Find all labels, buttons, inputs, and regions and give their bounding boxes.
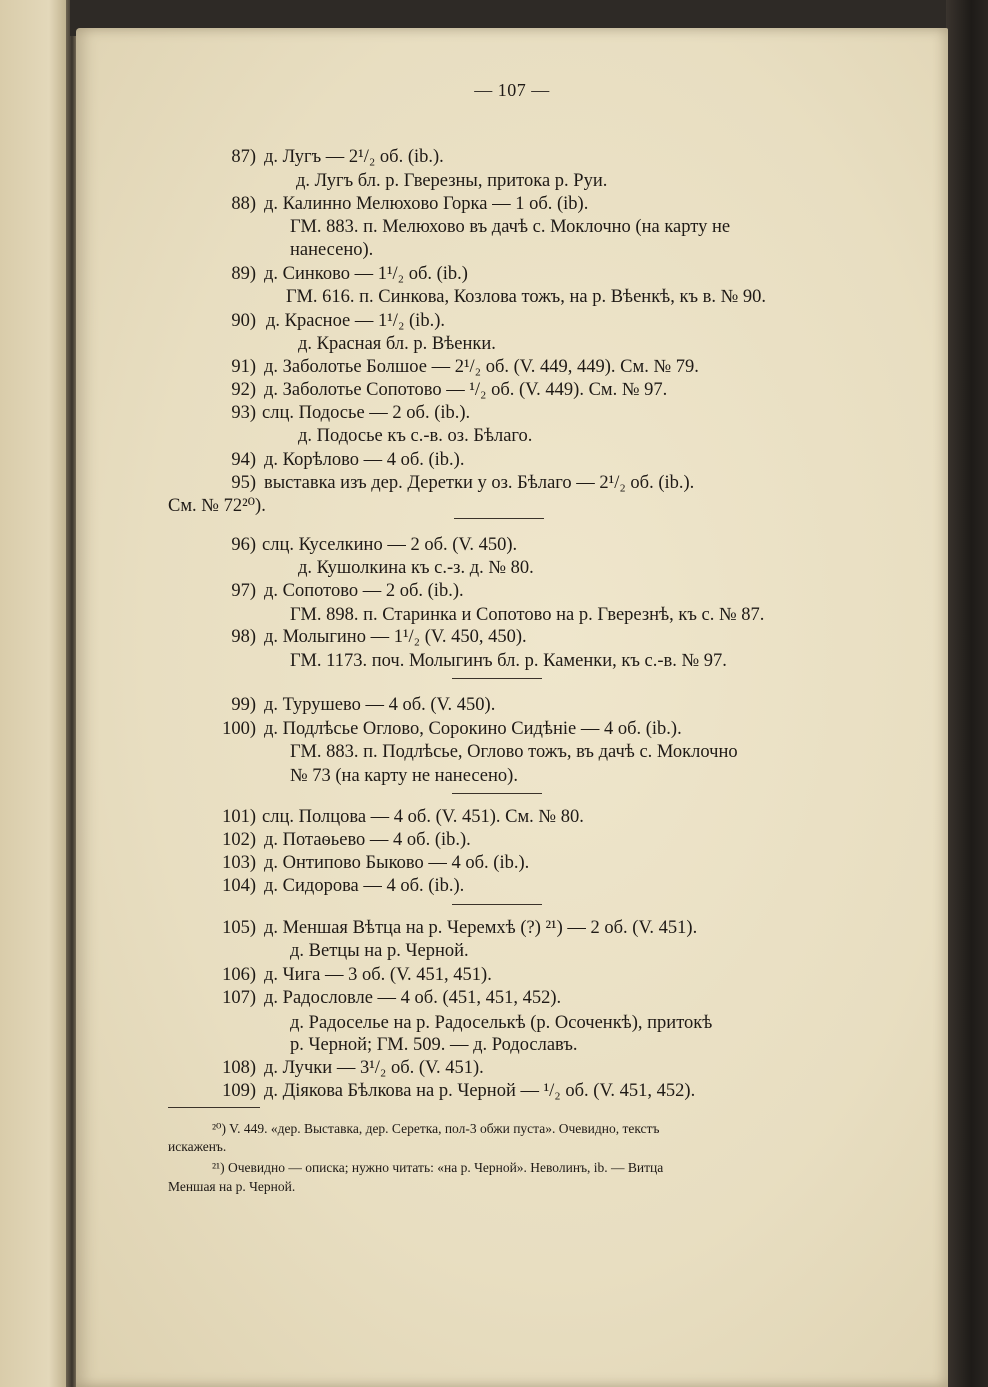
- entry-continuation: См. № 72²⁰).: [168, 496, 266, 516]
- entry-number: 95): [231, 473, 256, 493]
- entry-text: д. Молыгино — 1¹/₂ (V. 450, 450).: [264, 627, 527, 647]
- entry-description: ГМ. 1173. поч. Молыгинъ бл. р. Каменки, къ с.-в. № 97.: [290, 651, 727, 671]
- section-divider: [452, 678, 542, 679]
- left-page-edge: [0, 0, 70, 1387]
- entry-text: д. Синково — 1¹/₂ об. (ib.): [264, 264, 468, 284]
- entry-text: д. Радословле — 4 об. (451, 451, 452).: [264, 988, 562, 1008]
- footnote-divider: [168, 1107, 260, 1108]
- footnote-21-continuation: Меншая на р. Черной.: [168, 1179, 296, 1194]
- entry-number: 92): [231, 380, 256, 400]
- entry-number: 91): [231, 357, 256, 377]
- entry-text: д. Онтипово Быково — 4 об. (ib.).: [264, 853, 530, 873]
- entry-number: 87): [231, 147, 256, 167]
- entry-description: д. Красная бл. р. Вѣенки.: [298, 334, 496, 354]
- entry-description: ГМ. 898. п. Старинка и Сопотово на р. Гверезнѣ, къ с. № 87.: [290, 605, 765, 625]
- book-page: [76, 28, 948, 1387]
- entry-number: 108): [222, 1058, 256, 1078]
- entry-text: д. Корѣлово — 4 об. (ib.).: [264, 450, 465, 470]
- entry-description: д. Кушолкина къ с.-з. д. № 80.: [298, 558, 534, 578]
- page-content: [76, 28, 948, 1387]
- entry-description: д. Радоселье на р. Радоселькѣ (р. Осоченкѣ), притокѣ: [290, 1013, 713, 1033]
- entry-description: д. Ветцы на р. Черной.: [290, 941, 469, 961]
- entry-description: № 73 (на карту не нанесено).: [290, 766, 518, 786]
- entry-text: д. Чига — 3 об. (V. 451, 451).: [264, 965, 492, 985]
- entry-number: 90): [231, 311, 256, 331]
- section-divider: [454, 518, 544, 519]
- footnote-20-continuation: искаженъ.: [168, 1139, 227, 1154]
- entry-text: д. Потаѳьево — 4 об. (ib.).: [264, 830, 471, 850]
- footnote-mark: ²¹): [212, 1160, 225, 1175]
- entry-number: 106): [222, 965, 256, 985]
- entry-number: 96): [231, 535, 256, 555]
- entry-text: слц. Полцова — 4 об. (V. 451). См. № 80.: [262, 807, 584, 827]
- section-divider: [452, 904, 542, 905]
- entry-number: 94): [231, 450, 256, 470]
- entry-text: д. Калинно Мелюхово Горка — 1 об. (ib).: [264, 194, 589, 214]
- entry-text: д. Дiякова Бѣлкова на р. Черной — ¹/₂ об. (V. 451, 452).: [264, 1081, 696, 1101]
- entry-text: д. Заболотье Сопотово — ¹/₂ об. (V. 449). См. № 97.: [264, 380, 668, 400]
- entry-number: 105): [222, 918, 256, 938]
- entry-text: выставка изъ дер. Деретки у оз. Бѣлаго — 2¹/₂ об. (ib.).: [264, 473, 695, 493]
- entry-text: д. Заболотье Болшое — 2¹/₂ об. (V. 449, 449). См. № 79.: [264, 357, 699, 377]
- entry-number: 93): [231, 403, 256, 423]
- book-cover-edge: [946, 0, 988, 1387]
- entry-description: ГМ. 616. п. Синкова, Козлова тожъ, на р. Вѣенкѣ, къ в. № 90.: [286, 287, 767, 307]
- entry-text: д. Лугъ — 2¹/₂ об. (ib.).: [264, 147, 444, 167]
- footnote-text: V. 449. «дер. Выставка, дер. Серетка, пол-3 обжи пуста». Очевидно, текстъ: [229, 1121, 660, 1136]
- entry-text: слц. Куселкино — 2 об. (V. 450).: [262, 535, 518, 555]
- footnote-21: [212, 1159, 663, 1177]
- entry-description: нанесено).: [290, 240, 374, 260]
- page-number: — 107 —: [474, 80, 550, 100]
- entry-number: 101): [222, 807, 256, 827]
- entry-number: 98): [231, 627, 256, 647]
- entry-text: слц. Подосье — 2 об. (ib.).: [262, 403, 471, 423]
- section-divider: [452, 793, 542, 794]
- entry-description: д. Подосье къ с.-в. оз. Бѣлаго.: [298, 426, 533, 446]
- entry-text: д. Сопотово — 2 об. (ib.).: [264, 581, 464, 601]
- entry-number: 103): [222, 853, 256, 873]
- entry-text: д. Сидорова — 4 об. (ib.).: [264, 876, 465, 896]
- entry-number: 107): [222, 988, 256, 1008]
- entry-text: д. Турушево — 4 об. (V. 450).: [264, 695, 496, 715]
- entry-number: 97): [231, 581, 256, 601]
- entry-number: 109): [222, 1081, 256, 1101]
- entry-text: д. Красное — 1¹/₂ (ib.).: [266, 311, 445, 331]
- entry-description: ГМ. 883. п. Подлѣсье, Оглово тожъ, въ дачѣ с. Моклочно: [290, 742, 738, 762]
- entry-text: д. Подлѣсье Оглово, Сорокино Сидѣнiе — 4 об. (ib.).: [264, 719, 682, 739]
- entry-description: ГМ. 883. п. Мелюхово въ дачѣ с. Моклочно (на карту не: [290, 217, 731, 237]
- entry-description: р. Черной; ГМ. 509. — д. Родославъ.: [290, 1035, 578, 1055]
- entry-number: 102): [222, 830, 256, 850]
- entry-description: д. Лугъ бл. р. Гверезны, притока р. Руи.: [296, 171, 608, 191]
- entry-number: 100): [222, 719, 256, 739]
- entry-number: 99): [231, 695, 256, 715]
- footnote-text: Очевидно — описка; нужно читать: «на р. Черной». Неволинъ, ib. — Витца: [227, 1160, 664, 1175]
- entry-text: д. Меншая Вѣтца на р. Черемхѣ (?) ²¹) — 2 об. (V. 451).: [264, 918, 698, 938]
- entry-number: 104): [222, 876, 256, 896]
- entry-number: 89): [231, 264, 256, 284]
- footnote-20: [212, 1120, 659, 1138]
- entry-number: 88): [231, 194, 256, 214]
- footnote-mark: ²⁰): [212, 1121, 226, 1136]
- entry-text: д. Лучки — 3¹/₂ об. (V. 451).: [264, 1058, 484, 1078]
